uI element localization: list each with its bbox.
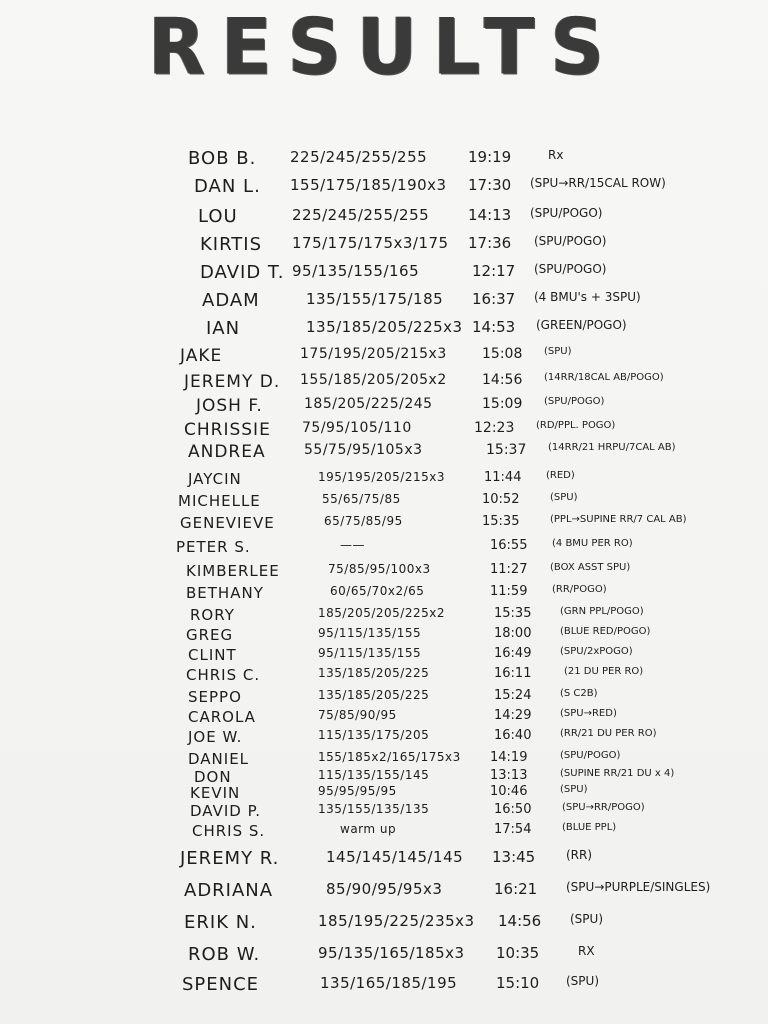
result-row: [0, 346, 768, 370]
athlete-name: JAYCIN: [188, 470, 242, 488]
result-row: [0, 148, 768, 172]
scaling-note: (4 BMU PER RO): [552, 538, 633, 549]
athlete-name: DAVID T.: [200, 262, 285, 283]
scaling-note: (PPL→SUPINE RR/7 CAL AB): [550, 514, 687, 525]
lift-weights: 135/185/205/225: [318, 666, 430, 680]
athlete-name: BOB B.: [188, 148, 257, 169]
result-row: [0, 396, 768, 420]
finish-time: 15:37: [486, 442, 527, 458]
athlete-name: GREG: [186, 626, 234, 644]
athlete-name: CHRISSIE: [184, 420, 271, 440]
finish-time: 12:23: [474, 420, 515, 436]
result-row: [0, 822, 768, 846]
finish-time: 18:00: [494, 626, 532, 641]
lift-weights: 155/185/205/205x2: [300, 372, 447, 388]
result-row: [0, 420, 768, 444]
scaling-note: (RR): [566, 848, 593, 862]
finish-time: 15:35: [482, 514, 520, 529]
athlete-name: PETER S.: [176, 538, 251, 556]
result-row: [0, 492, 768, 516]
result-row: [0, 176, 768, 200]
scaling-note: (14RR/21 HRPU/7CAL AB): [548, 442, 676, 453]
athlete-name: ANDREA: [188, 442, 266, 462]
scaling-note: (SPU→RR/POGO): [562, 802, 645, 813]
lift-weights: 95/135/155/165: [292, 262, 420, 280]
scaling-note: (SPU): [550, 492, 578, 503]
scaling-note: (14RR/18CAL AB/POGO): [544, 372, 664, 383]
lift-weights: 185/205/205/225x2: [318, 606, 445, 620]
result-row: [0, 666, 768, 690]
athlete-name: ADRIANA: [184, 880, 274, 901]
result-row: [0, 944, 768, 968]
athlete-name: BETHANY: [186, 584, 264, 602]
lift-weights: 55/65/75/85: [322, 492, 401, 506]
athlete-name: MICHELLE: [178, 492, 261, 510]
lift-weights: 155/185x2/165/175x3: [318, 750, 461, 764]
scaling-note: (4 BMU's + 3SPU): [534, 290, 641, 304]
lift-weights: 135/185/205/225x3: [306, 318, 463, 336]
lift-weights: 145/145/145/145: [326, 848, 464, 866]
scaling-note: (SPU/POGO): [534, 262, 607, 276]
scaling-note: (RD/PPL. POGO): [536, 420, 616, 431]
scaling-note: (RR/POGO): [552, 584, 607, 595]
athlete-name: GENEVIEVE: [180, 514, 275, 532]
athlete-name: KIMBERLEE: [186, 562, 280, 580]
finish-time: 16:11: [494, 666, 532, 681]
finish-time: 11:44: [484, 470, 522, 485]
scaling-note: (SPU): [544, 346, 572, 357]
result-row: [0, 880, 768, 904]
scaling-note: Rx: [548, 148, 564, 162]
athlete-name: CLINT: [188, 646, 237, 664]
athlete-name: JAKE: [180, 346, 223, 366]
lift-weights: 135/185/205/225: [318, 688, 430, 702]
lift-weights: 60/65/70x2/65: [330, 584, 425, 598]
scaling-note: (SPU/POGO): [534, 234, 607, 248]
finish-time: 16:21: [494, 880, 538, 898]
athlete-name: DON: [194, 768, 232, 786]
lift-weights: 65/75/85/95: [324, 514, 403, 528]
lift-weights: 135/155/175/185: [306, 290, 444, 308]
result-row: [0, 912, 768, 936]
result-row: [0, 584, 768, 608]
lift-weights: 95/115/135/155: [318, 626, 422, 640]
finish-time: 13:13: [490, 768, 528, 783]
finish-time: 17:30: [468, 176, 512, 194]
athlete-name: RORY: [190, 606, 235, 624]
scaling-note: (SUPINE RR/21 DU x 4): [560, 768, 675, 779]
athlete-name: SPENCE: [182, 974, 260, 995]
athlete-name: LOU: [198, 206, 238, 227]
finish-time: 11:27: [490, 562, 528, 577]
result-row: [0, 234, 768, 258]
lift-weights: 225/245/255/255: [292, 206, 430, 224]
lift-weights: 95/135/165/185x3: [318, 944, 465, 962]
finish-time: 16:40: [494, 728, 532, 743]
lift-weights: 75/85/95/100x3: [328, 562, 431, 576]
scaling-note: (SPU→RED): [560, 708, 617, 719]
scaling-note: (21 DU PER RO): [564, 666, 644, 677]
finish-time: 14:19: [490, 750, 528, 765]
finish-time: 10:52: [482, 492, 520, 507]
athlete-name: ERIK N.: [184, 912, 257, 933]
page-title: RESULTS: [148, 1, 620, 93]
finish-time: 12:17: [472, 262, 516, 280]
result-row: [0, 372, 768, 396]
lift-weights: 115/135/175/205: [318, 728, 430, 742]
result-row: [0, 974, 768, 998]
result-row: [0, 206, 768, 230]
result-row: [0, 538, 768, 562]
scaling-note: (SPU/POGO): [560, 750, 621, 761]
athlete-name: JEREMY R.: [180, 848, 280, 869]
finish-time: 10:35: [496, 944, 540, 962]
lift-weights: 135/155/135/135: [318, 802, 430, 816]
scaling-note: (GRN PPL/POGO): [560, 606, 644, 617]
result-row: [0, 728, 768, 752]
finish-time: 14:53: [472, 318, 516, 336]
athlete-name: SEPPO: [188, 688, 242, 706]
athlete-name: JOSH F.: [196, 396, 263, 416]
lift-weights: 55/75/95/105x3: [304, 442, 423, 458]
finish-time: 10:46: [490, 784, 528, 799]
lift-weights: 155/175/185/190x3: [290, 176, 447, 194]
athlete-name: IAN: [206, 318, 241, 339]
finish-time: 15:09: [482, 396, 523, 412]
finish-time: 19:19: [468, 148, 512, 166]
lift-weights: 175/195/205/215x3: [300, 346, 447, 362]
athlete-name: KEVIN: [190, 784, 241, 802]
lift-weights: 195/195/205/215x3: [318, 470, 445, 484]
scaling-note: (SPU): [560, 784, 588, 795]
result-row: [0, 442, 768, 466]
scaling-note: (BLUE RED/POGO): [560, 626, 651, 637]
scaling-note: (SPU→PURPLE/SINGLES): [566, 880, 711, 894]
lift-weights: 185/205/225/245: [304, 396, 433, 412]
athlete-name: ADAM: [202, 290, 260, 311]
scaling-note: (BLUE PPL): [562, 822, 617, 833]
scaling-note: RX: [578, 944, 595, 958]
scaling-note: (BOX ASST SPU): [550, 562, 631, 573]
finish-time: 15:10: [496, 974, 540, 992]
finish-time: 15:35: [494, 606, 532, 621]
athlete-name: JEREMY D.: [184, 372, 281, 392]
scaling-note: (SPU): [570, 912, 603, 926]
lift-weights: 225/245/255/255: [290, 148, 428, 166]
finish-time: 14:56: [498, 912, 542, 930]
athlete-name: DAN L.: [194, 176, 261, 197]
lift-weights: 135/165/185/195: [320, 974, 458, 992]
lift-weights: ——: [340, 538, 365, 552]
athlete-name: ROB W.: [188, 944, 261, 965]
finish-time: 17:54: [494, 822, 532, 837]
finish-time: 16:49: [494, 646, 532, 661]
finish-time: 14:13: [468, 206, 512, 224]
finish-time: 15:08: [482, 346, 523, 362]
result-row: [0, 514, 768, 538]
result-row: [0, 848, 768, 872]
finish-time: 11:59: [490, 584, 528, 599]
scaling-note: (SPU→RR/15CAL ROW): [530, 176, 666, 190]
scaling-note: (SPU): [566, 974, 599, 988]
finish-time: 16:55: [490, 538, 528, 553]
finish-time: 16:50: [494, 802, 532, 817]
result-row: [0, 318, 768, 342]
lift-weights: 175/175/175x3/175: [292, 234, 449, 252]
scaling-note: (SPU/POGO): [530, 206, 603, 220]
finish-time: 14:56: [482, 372, 523, 388]
finish-time: 15:24: [494, 688, 532, 703]
lift-weights: warm up: [340, 822, 397, 836]
scaling-note: (GREEN/POGO): [536, 318, 627, 332]
scaling-note: (SPU/2xPOGO): [560, 646, 633, 657]
athlete-name: KIRTIS: [200, 234, 263, 255]
scaling-note: (SPU/POGO): [544, 396, 605, 407]
athlete-name: JOE W.: [188, 728, 243, 746]
lift-weights: 95/115/135/155: [318, 646, 422, 660]
lift-weights: 185/195/225/235x3: [318, 912, 475, 930]
lift-weights: 75/85/90/95: [318, 708, 397, 722]
finish-time: 13:45: [492, 848, 536, 866]
athlete-name: DANIEL: [188, 750, 250, 768]
scaling-note: (RED): [546, 470, 575, 481]
athlete-name: DAVID P.: [190, 802, 262, 820]
lift-weights: 75/95/105/110: [302, 420, 412, 436]
finish-time: 14:29: [494, 708, 532, 723]
athlete-name: CAROLA: [188, 708, 256, 726]
result-row: [0, 290, 768, 314]
athlete-name: CHRIS C.: [186, 666, 261, 684]
lift-weights: 95/95/95/95: [318, 784, 397, 798]
result-row: [0, 262, 768, 286]
lift-weights: 85/90/95/95x3: [326, 880, 443, 898]
finish-time: 16:37: [472, 290, 516, 308]
athlete-name: CHRIS S.: [192, 822, 266, 840]
lift-weights: 115/135/155/145: [318, 768, 430, 782]
finish-time: 17:36: [468, 234, 512, 252]
result-row: [0, 470, 768, 494]
scaling-note: (S C2B): [560, 688, 598, 699]
result-row: [0, 562, 768, 586]
scaling-note: (RR/21 DU PER RO): [560, 728, 657, 739]
